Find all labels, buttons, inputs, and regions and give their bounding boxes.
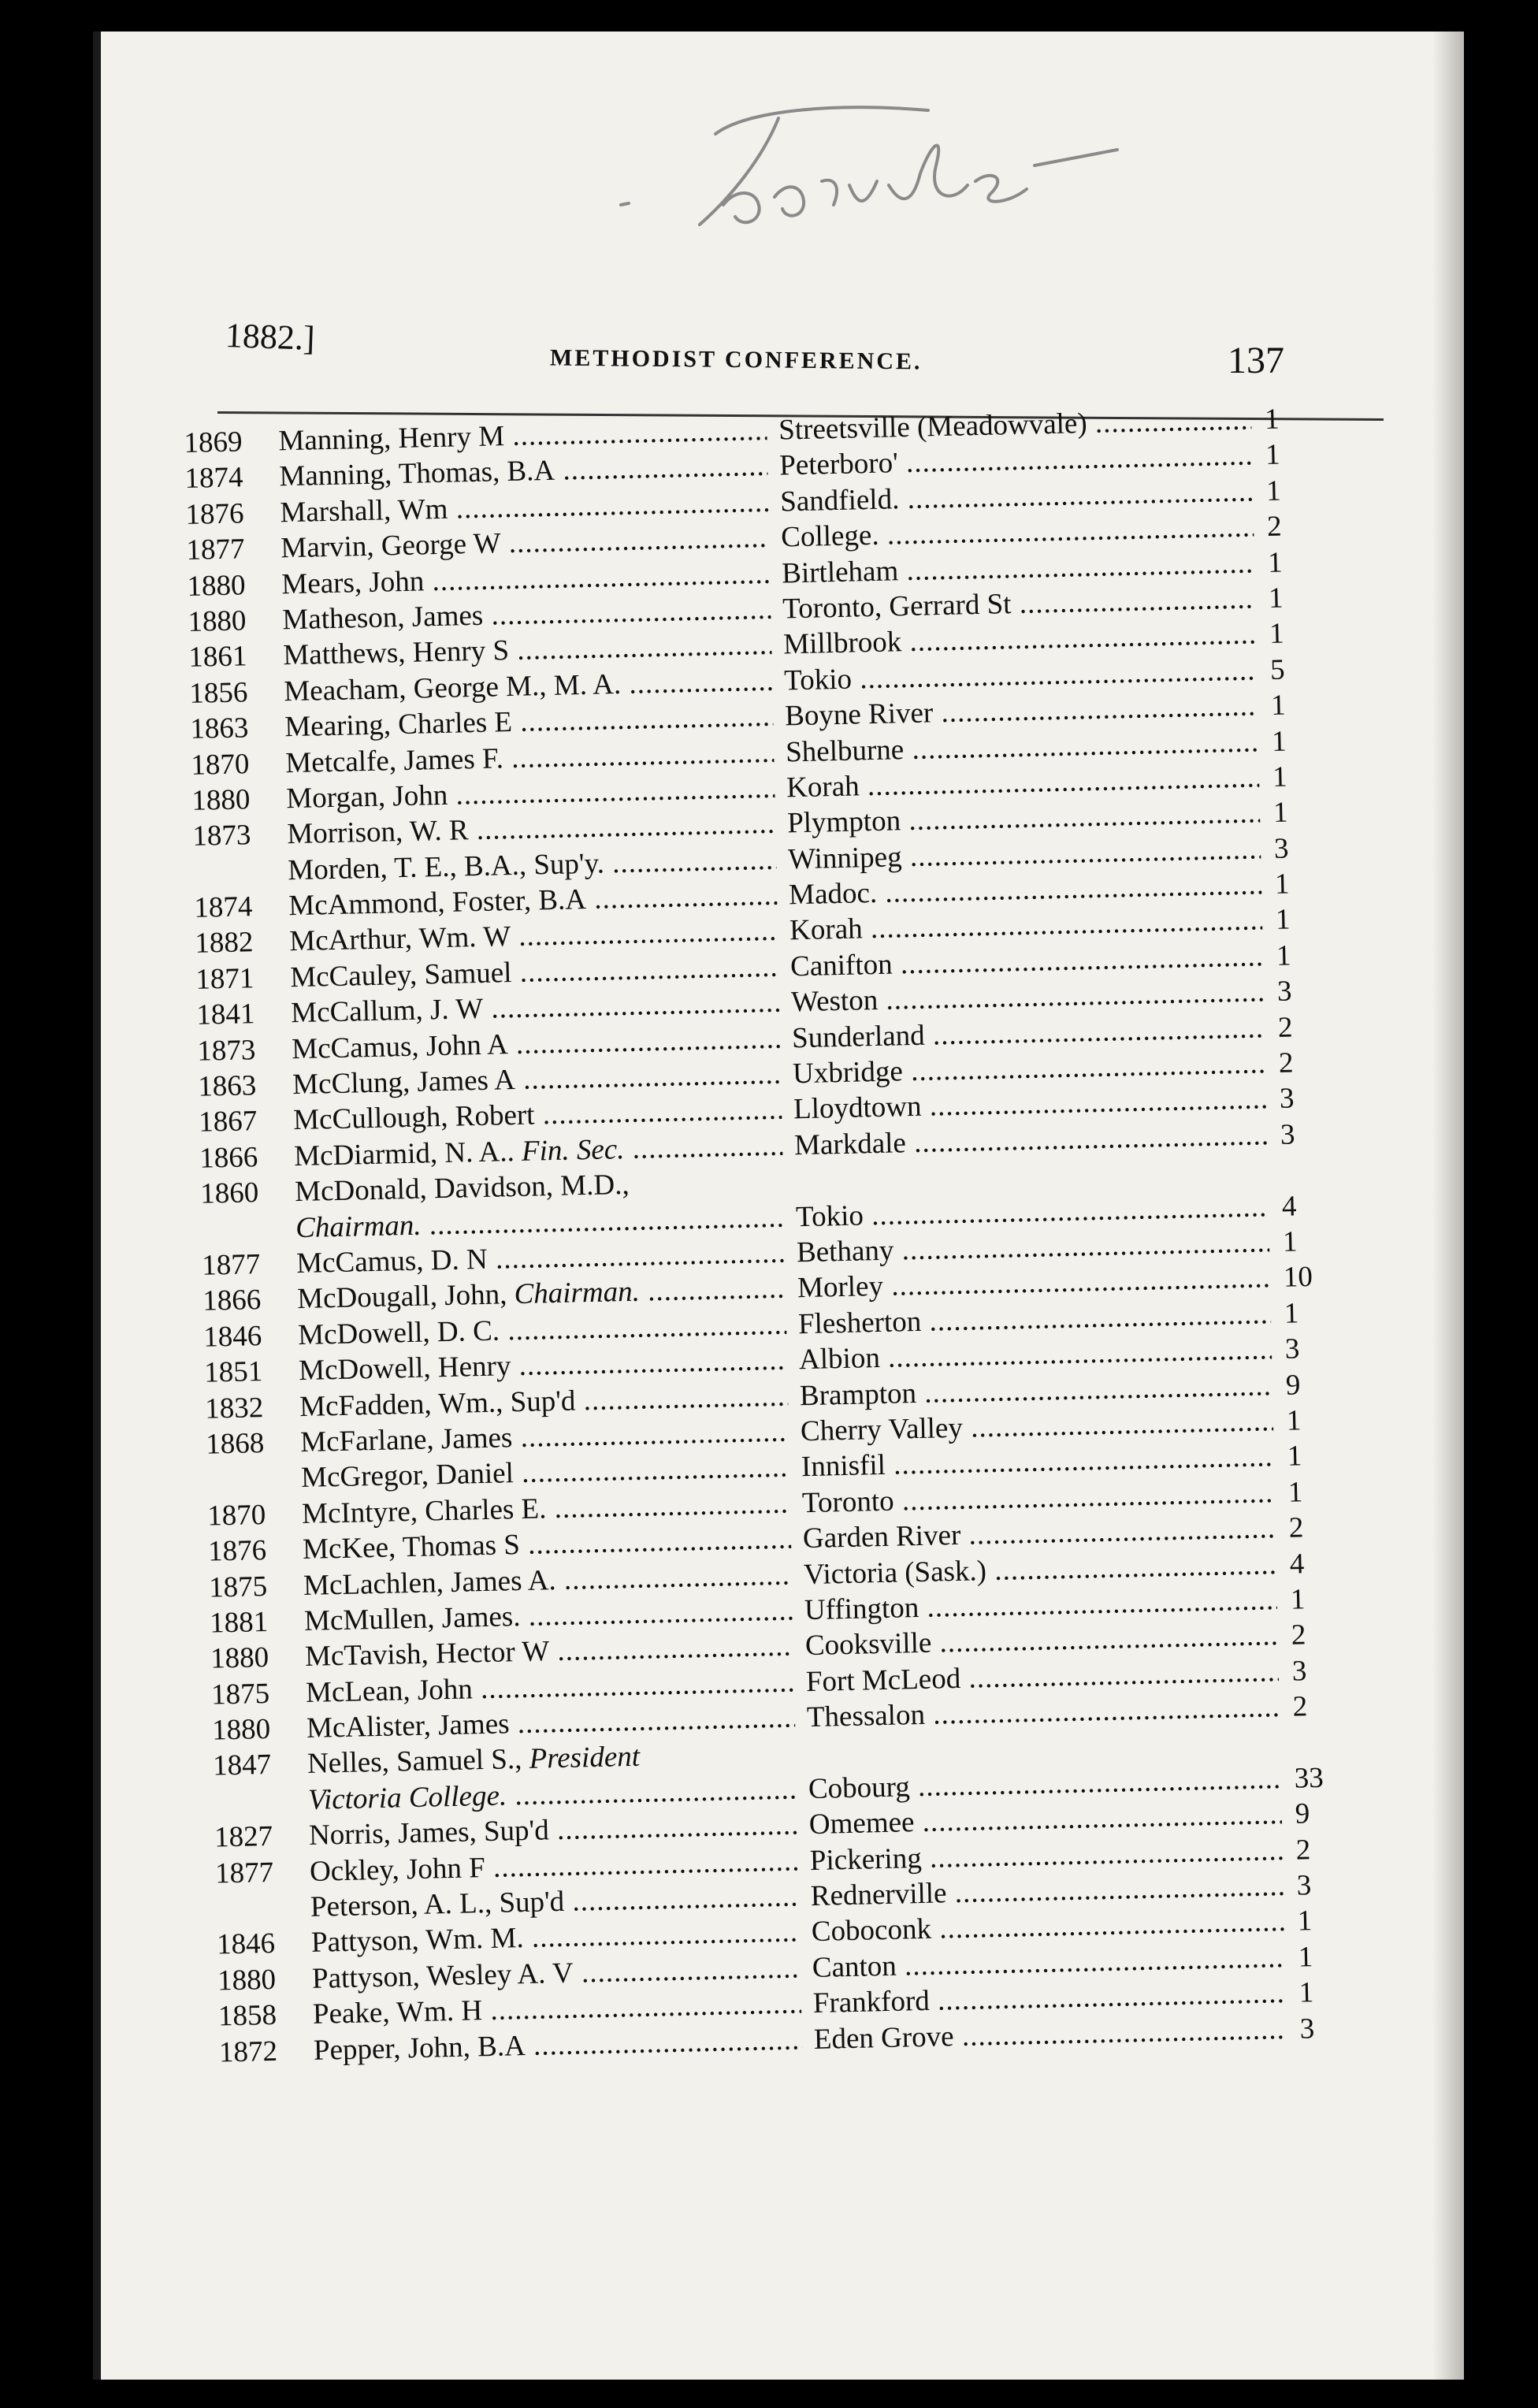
- entry-place-text: Coboconk: [811, 1913, 932, 1949]
- entry-year: 1880: [210, 1641, 269, 1675]
- entry-name-text: McDonald, Davidson, M.D.,: [294, 1169, 630, 1209]
- entry-name-text: Nelles, Samuel S.,: [306, 1743, 522, 1781]
- entry-year: 1871: [195, 962, 254, 996]
- entry-place-text: Shelburne: [785, 733, 905, 768]
- entry-count: 3: [1280, 1118, 1295, 1151]
- entry-count: 1: [1287, 1440, 1302, 1473]
- entry-name-text: Manning, Henry M: [278, 420, 505, 458]
- entry-count: 3: [1296, 1869, 1312, 1902]
- entry-year: 1867: [198, 1105, 258, 1139]
- entry-year: 1877: [201, 1248, 261, 1282]
- entry-count: 1: [1297, 1904, 1313, 1938]
- entry-name-text: Pepper, John, B.A: [313, 2029, 526, 2067]
- entry-year: 1827: [214, 1820, 273, 1854]
- entry-year: 1880: [187, 568, 246, 603]
- entry-name-text: McAmmond, Foster, B.A: [288, 883, 587, 923]
- entry-place-text: Canton: [812, 1949, 897, 1984]
- entry-year: 1869: [184, 425, 243, 459]
- entry-place-text: Cooksville: [804, 1626, 932, 1663]
- entry-year: 1873: [191, 819, 251, 853]
- entry-name-text: McCamus, John A: [291, 1027, 509, 1065]
- entry-name-text: Morrison, W. R: [286, 814, 470, 851]
- entry-count: 1: [1267, 546, 1284, 579]
- entry-name-text: McDowell, D. C.: [297, 1314, 500, 1351]
- entry-count: 33: [1294, 1761, 1324, 1795]
- entry-place-text: College.: [780, 518, 880, 554]
- entry-place-text: Cobourg: [808, 1771, 911, 1805]
- entry-place-text: Bethany: [796, 1234, 894, 1269]
- entry-place-text: Morley: [797, 1270, 884, 1305]
- entry-year: 1877: [186, 533, 245, 567]
- entry-count: 1: [1265, 474, 1282, 507]
- entry-count: 3: [1291, 1654, 1307, 1688]
- entry-count: 2: [1277, 1011, 1293, 1044]
- entry-name-text: McMullen, James.: [303, 1600, 521, 1637]
- entry-name-italic: Chairman.: [295, 1209, 422, 1244]
- entry-count: 2: [1266, 510, 1283, 544]
- entry-name-text: McAlister, James: [306, 1708, 510, 1745]
- entry-place-text: Peterboro': [778, 447, 899, 482]
- entry-name-text: McCullough, Robert: [292, 1098, 535, 1137]
- entry-name-text: Morgan, John: [285, 779, 448, 816]
- entry-year: 1873: [196, 1033, 256, 1068]
- entry-name-text: McCallum, J. W: [290, 993, 484, 1030]
- entry-place-text: Millbrook: [782, 626, 902, 661]
- entry-name-text: Peake, Wm. H: [312, 1994, 483, 2031]
- entry-count: 3: [1299, 2012, 1315, 2046]
- entry-name-text: Marvin, George W: [280, 527, 501, 565]
- entry-count: [1293, 1724, 1340, 1725]
- entry-count: 1: [1272, 760, 1288, 793]
- entry-year: 1866: [202, 1284, 262, 1318]
- entry-name-text: Pattyson, Wesley A. V: [311, 1956, 574, 1995]
- handwritten-signature: [597, 87, 1165, 244]
- entry-count: 1: [1274, 868, 1290, 901]
- entry-name-text: McFadden, Wm., Sup'd: [299, 1384, 576, 1423]
- entry-place-text: Flesherton: [797, 1305, 922, 1341]
- entry-count: 3: [1273, 832, 1289, 865]
- entry-year: 1851: [203, 1355, 263, 1389]
- entry-count: 9: [1295, 1797, 1310, 1830]
- entry-year: 1874: [193, 890, 253, 924]
- entry-name-text: McCamus, D. N: [295, 1243, 489, 1280]
- entry-name-text: Manning, Thomas, B.A: [279, 455, 555, 493]
- entry-count: 3: [1276, 975, 1292, 1009]
- entry-count: 1: [1298, 1940, 1313, 1974]
- entry-count: 2: [1295, 1833, 1311, 1867]
- entry-year: 1880: [211, 1713, 271, 1747]
- entry-count: 1: [1286, 1404, 1302, 1437]
- entry-place-text: Omemee: [808, 1806, 915, 1841]
- entry-name-text: Pattyson, Wm. M.: [310, 1922, 525, 1960]
- entry-year: 1846: [202, 1319, 262, 1354]
- page-number: 137: [1228, 340, 1284, 381]
- entry-name-text: Matthews, Henry S: [282, 634, 510, 672]
- entry-count: 1: [1265, 439, 1281, 472]
- entry-name-text: Ockley, John F: [309, 1851, 486, 1888]
- entry-place-text: Pickering: [809, 1841, 923, 1877]
- entry-name-text: McDowell, Henry: [298, 1350, 511, 1388]
- entry-place-text: Albion: [798, 1342, 881, 1377]
- entry-place-text: Rednerville: [810, 1877, 947, 1913]
- conference-list: [184, 399, 1417, 2071]
- entry-year: 1870: [190, 747, 250, 782]
- page-header: [93, 292, 1464, 386]
- entry-count: 1: [1264, 403, 1280, 437]
- entry-place-text: Sunderland: [791, 1019, 926, 1054]
- entry-place-text: Innisfil: [801, 1449, 886, 1484]
- entry-count: 5: [1269, 653, 1286, 686]
- entry-count: 1: [1270, 689, 1287, 723]
- entry-name-text: McLachlen, James A.: [303, 1563, 557, 1602]
- entry-year: 1876: [185, 497, 244, 531]
- entry-name-text: Morden, T. E., B.A., Sup'y.: [287, 847, 605, 886]
- entry-place-text: Winnipeg: [787, 840, 903, 876]
- entry-year: 1872: [218, 2035, 278, 2069]
- entry-year: 1882: [194, 926, 254, 961]
- entry-count: 1: [1269, 617, 1285, 651]
- entry-name-text: McGregor, Daniel: [300, 1457, 515, 1495]
- entry-year: 1861: [188, 640, 247, 674]
- entry-place-text: Uffington: [804, 1591, 919, 1627]
- entry-place-text: Frankford: [812, 1985, 931, 2020]
- entry-place-text: Cherry Valley: [800, 1411, 964, 1448]
- entry-count: 1: [1287, 1476, 1303, 1509]
- entry-name-text: McTavish, Hector W: [304, 1635, 550, 1674]
- entry-place-text: Streetsville (Meadowvale): [778, 407, 1088, 447]
- entry-count: 9: [1285, 1368, 1301, 1402]
- entry-place-text: Korah: [786, 770, 860, 805]
- entry-place-text: Victoria (Sask.): [803, 1554, 987, 1591]
- header-title: METHODIST CONFERENCE.: [549, 344, 923, 375]
- entry-place-text: Sandfield.: [779, 482, 900, 518]
- entry-year: 1870: [206, 1498, 266, 1533]
- entry-name-italic: President: [529, 1741, 641, 1776]
- entry-place-text: Lloydtown: [793, 1091, 922, 1126]
- entry-count: [1280, 1152, 1328, 1153]
- entry-place-text: Plympton: [786, 805, 901, 840]
- entry-place-text: Markdale: [793, 1127, 907, 1162]
- entry-place-text: Toronto, Gerrard St: [782, 588, 1012, 626]
- entry-count: 1: [1268, 582, 1284, 615]
- entry-place-text: Tokio: [795, 1199, 864, 1233]
- entry-year: 1874: [184, 461, 243, 496]
- entry-place-text: Tokio: [783, 663, 853, 697]
- entry-place-text: Garden River: [802, 1518, 961, 1555]
- entry-count: 2: [1278, 1046, 1294, 1080]
- entry-place-text: Fort McLeod: [805, 1662, 961, 1698]
- entry-count: 1: [1275, 903, 1291, 937]
- entry-count: 1: [1272, 796, 1288, 830]
- entry-year: 1863: [189, 712, 249, 746]
- entry-name-text: Meacham, George M., M. A.: [283, 667, 622, 708]
- entry-year: 1858: [217, 1999, 277, 2033]
- entry-year: 1880: [191, 783, 251, 817]
- entry-name-text: McFarlane, James: [299, 1421, 513, 1459]
- entry-year: 1856: [188, 676, 248, 710]
- entry-name-italic: Chairman.: [514, 1276, 641, 1311]
- entry-name-text: Peterson, A. L., Sup'd: [310, 1885, 565, 1923]
- entry-name-italic: Fin. Sec.: [521, 1132, 625, 1168]
- book-page: [93, 32, 1464, 2380]
- entry-year: 1876: [207, 1534, 267, 1568]
- entry-place-text: Weston: [790, 984, 879, 1019]
- entry-name-italic: Victoria College.: [307, 1779, 507, 1816]
- entry-place-text: Boyne River: [784, 697, 934, 733]
- entry-place-text: Brampton: [799, 1377, 917, 1412]
- entry-count: 1: [1276, 939, 1291, 972]
- entry-year: 1866: [199, 1140, 258, 1175]
- entry-year: 1868: [205, 1427, 265, 1461]
- entry-name-text: McCauley, Samuel: [289, 956, 512, 994]
- entry-place-text: Korah: [789, 912, 864, 947]
- entry-name-text: McKee, Thomas S: [302, 1529, 521, 1566]
- entry-count: 1: [1282, 1225, 1298, 1258]
- entry-name-text: McDiarmid, N. A..: [293, 1135, 515, 1172]
- entry-name-text: Matheson, James: [281, 599, 484, 637]
- entry-place-text: Madoc.: [788, 877, 878, 912]
- entry-place-text: Toronto: [801, 1485, 895, 1519]
- entry-year: 1875: [210, 1677, 270, 1711]
- entry-name-text: McLean, John: [305, 1673, 474, 1709]
- entry-count: 10: [1283, 1261, 1313, 1295]
- entry-name-text: McClung, James A: [292, 1064, 516, 1102]
- entry-count: 1: [1298, 1976, 1314, 2009]
- entry-place-text: Canifton: [789, 948, 893, 983]
- entry-count: 2: [1291, 1618, 1306, 1652]
- entry-year: 1877: [214, 1856, 274, 1890]
- entry-count: 1: [1290, 1583, 1306, 1616]
- entry-name-text: Marshall, Wm: [279, 492, 448, 530]
- entry-year: 1881: [209, 1605, 269, 1640]
- entry-count: 1: [1284, 1297, 1299, 1330]
- entry-year: 1846: [216, 1927, 276, 1961]
- entry-year: 1860: [199, 1176, 259, 1210]
- entry-count: 2: [1288, 1511, 1304, 1544]
- entry-year: 1841: [195, 998, 255, 1032]
- entry-place-text: Thessalon: [806, 1698, 926, 1734]
- entry-count: 4: [1289, 1547, 1305, 1581]
- entry-year: 1880: [187, 604, 247, 638]
- entry-name-text: McIntyre, Charles E.: [301, 1492, 547, 1530]
- entry-year: 1863: [197, 1069, 257, 1103]
- entry-name-text: Mears, John: [280, 564, 425, 600]
- entry-count: 1: [1271, 725, 1287, 758]
- entry-count: 2: [1292, 1690, 1308, 1723]
- entry-year: 1847: [212, 1748, 272, 1783]
- entry-year: 1880: [217, 1963, 277, 1997]
- entry-year: 1832: [204, 1391, 264, 1425]
- entry-place-text: Birtleham: [781, 554, 899, 590]
- entry-place-text: Eden Grove: [813, 2020, 955, 2056]
- entry-name-text: McDougall, John,: [296, 1278, 507, 1316]
- entry-count: 4: [1281, 1190, 1297, 1223]
- entry-count: 3: [1284, 1332, 1300, 1366]
- entry-year: 1875: [208, 1570, 268, 1604]
- entry-count: 3: [1279, 1082, 1295, 1116]
- entry-name-text: Norris, James, Sup'd: [308, 1814, 550, 1852]
- entry-name-text: McArthur, Wm. W: [288, 920, 511, 958]
- entry-place-text: Uxbridge: [792, 1055, 904, 1091]
- entry-name-text: Metcalfe, James F.: [284, 741, 504, 779]
- header-year: 1882.]: [225, 316, 316, 358]
- entry-name-text: Mearing, Charles E: [284, 706, 513, 744]
